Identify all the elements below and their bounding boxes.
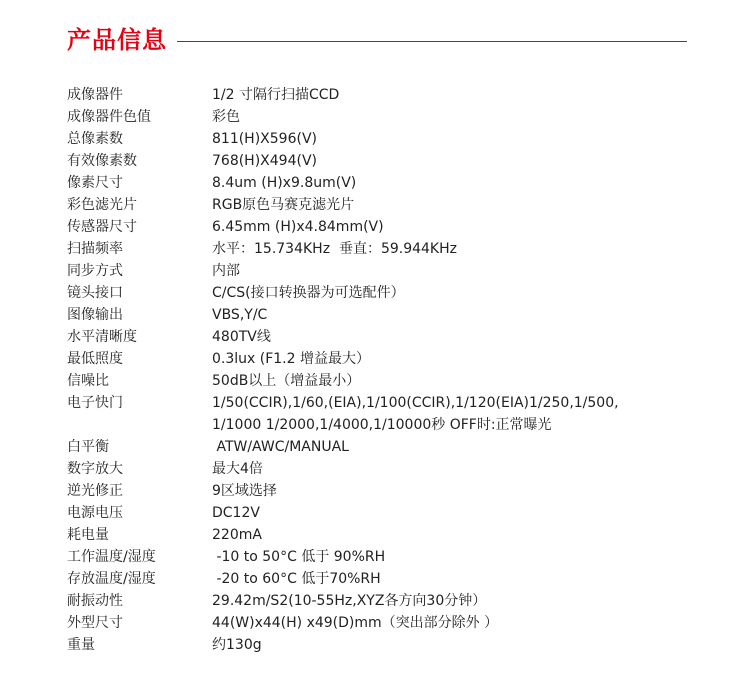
spec-value: ATW/AWC/MANUAL [212, 439, 349, 455]
spec-value: 1/50(CCIR),1/60,(EIA),1/100(CCIR),1/120(EIA)1/250,1/500, 1/1000 1/2000,1/4000,1/10000秒 OFF时:正常曝光 [212, 395, 619, 433]
spec-label: 像素尺寸 [67, 175, 123, 191]
spec-row [67, 106, 707, 128]
spec-label: 电子快门 [67, 395, 123, 411]
spec-value: DC12V [212, 505, 260, 521]
spec-value: 8.4um (H)x9.8um(V) [212, 175, 357, 191]
spec-label: 耗电量 [67, 527, 109, 543]
spec-label: 工作温度/湿度 [67, 549, 156, 565]
spec-row [67, 238, 707, 260]
spec-value: 480TV线 [212, 329, 271, 345]
spec-label: 最低照度 [67, 351, 123, 367]
spec-row [67, 84, 707, 106]
spec-row [67, 128, 707, 150]
spec-value: 内部 [212, 263, 240, 279]
spec-label: 数字放大 [67, 461, 123, 477]
spec-label: 电源电压 [67, 505, 123, 521]
spec-row [67, 436, 707, 458]
spec-value: 最大4倍 [212, 461, 263, 477]
spec-row [67, 370, 707, 392]
spec-row [67, 194, 707, 216]
spec-value: 768(H)X494(V) [212, 153, 317, 169]
spec-value: 约130g [212, 637, 262, 653]
section-header [67, 22, 687, 58]
spec-label: 耐振动性 [67, 593, 123, 609]
spec-value: 220mA [212, 527, 262, 543]
spec-row [67, 524, 707, 546]
spec-row [67, 546, 707, 568]
header-divider [177, 41, 687, 42]
spec-label: 同步方式 [67, 263, 123, 279]
spec-value: RGB原色马赛克滤光片 [212, 197, 355, 213]
spec-value: 1/2 寸隔行扫描CCD [212, 87, 340, 103]
spec-value: 彩色 [212, 109, 240, 125]
section-title: 产品信息 [67, 26, 167, 54]
spec-row [67, 172, 707, 194]
spec-label: 有效像素数 [67, 153, 137, 169]
spec-label: 图像输出 [67, 307, 123, 323]
spec-value: 9区域选择 [212, 483, 277, 499]
spec-row [67, 612, 707, 634]
spec-row [67, 634, 707, 656]
spec-value: 44(W)x44(H) x49(D)mm（突出部分除外 ） [212, 615, 499, 631]
spec-label: 重量 [67, 637, 95, 653]
spec-row [67, 590, 707, 612]
spec-label: 总像素数 [67, 131, 123, 147]
spec-label: 信噪比 [67, 373, 109, 389]
spec-value: 0.3lux (F1.2 增益最大） [212, 351, 370, 367]
spec-value: 水平：15.734KHz 垂直：59.944KHz [212, 241, 457, 257]
spec-value: 50dB以上（增益最小） [212, 373, 361, 389]
spec-label: 存放温度/湿度 [67, 571, 156, 587]
spec-value: C/CS(接口转换器为可选配件） [212, 285, 405, 301]
spec-row [67, 458, 707, 480]
spec-list [67, 84, 707, 656]
spec-row [67, 282, 707, 304]
spec-value: 6.45mm (H)x4.84mm(V) [212, 219, 384, 235]
spec-row [67, 348, 707, 370]
spec-label: 水平清晰度 [67, 329, 137, 345]
spec-row [67, 150, 707, 172]
spec-row [67, 216, 707, 238]
spec-label: 成像器件色值 [67, 109, 151, 125]
spec-label: 彩色滤光片 [67, 197, 137, 213]
spec-value: -10 to 50°C 低于 90%RH [212, 549, 386, 565]
spec-value: 29.42m/S2(10-55Hz,XYZ各方向30分钟） [212, 593, 487, 609]
spec-label: 扫描频率 [67, 241, 123, 257]
spec-row [67, 502, 707, 524]
spec-row [67, 260, 707, 282]
spec-label: 白平衡 [67, 439, 109, 455]
spec-row [67, 392, 707, 436]
spec-value: 811(H)X596(V) [212, 131, 317, 147]
spec-value: -20 to 60°C 低于70%RH [212, 571, 381, 587]
spec-value: VBS,Y/C [212, 307, 268, 323]
spec-row [67, 304, 707, 326]
spec-label: 镜头接口 [67, 285, 123, 301]
spec-label: 外型尺寸 [67, 615, 123, 631]
spec-row [67, 480, 707, 502]
spec-row [67, 568, 707, 590]
spec-row [67, 326, 707, 348]
spec-label: 传感器尺寸 [67, 219, 137, 235]
spec-label: 逆光修正 [67, 483, 123, 499]
spec-label: 成像器件 [67, 87, 123, 103]
